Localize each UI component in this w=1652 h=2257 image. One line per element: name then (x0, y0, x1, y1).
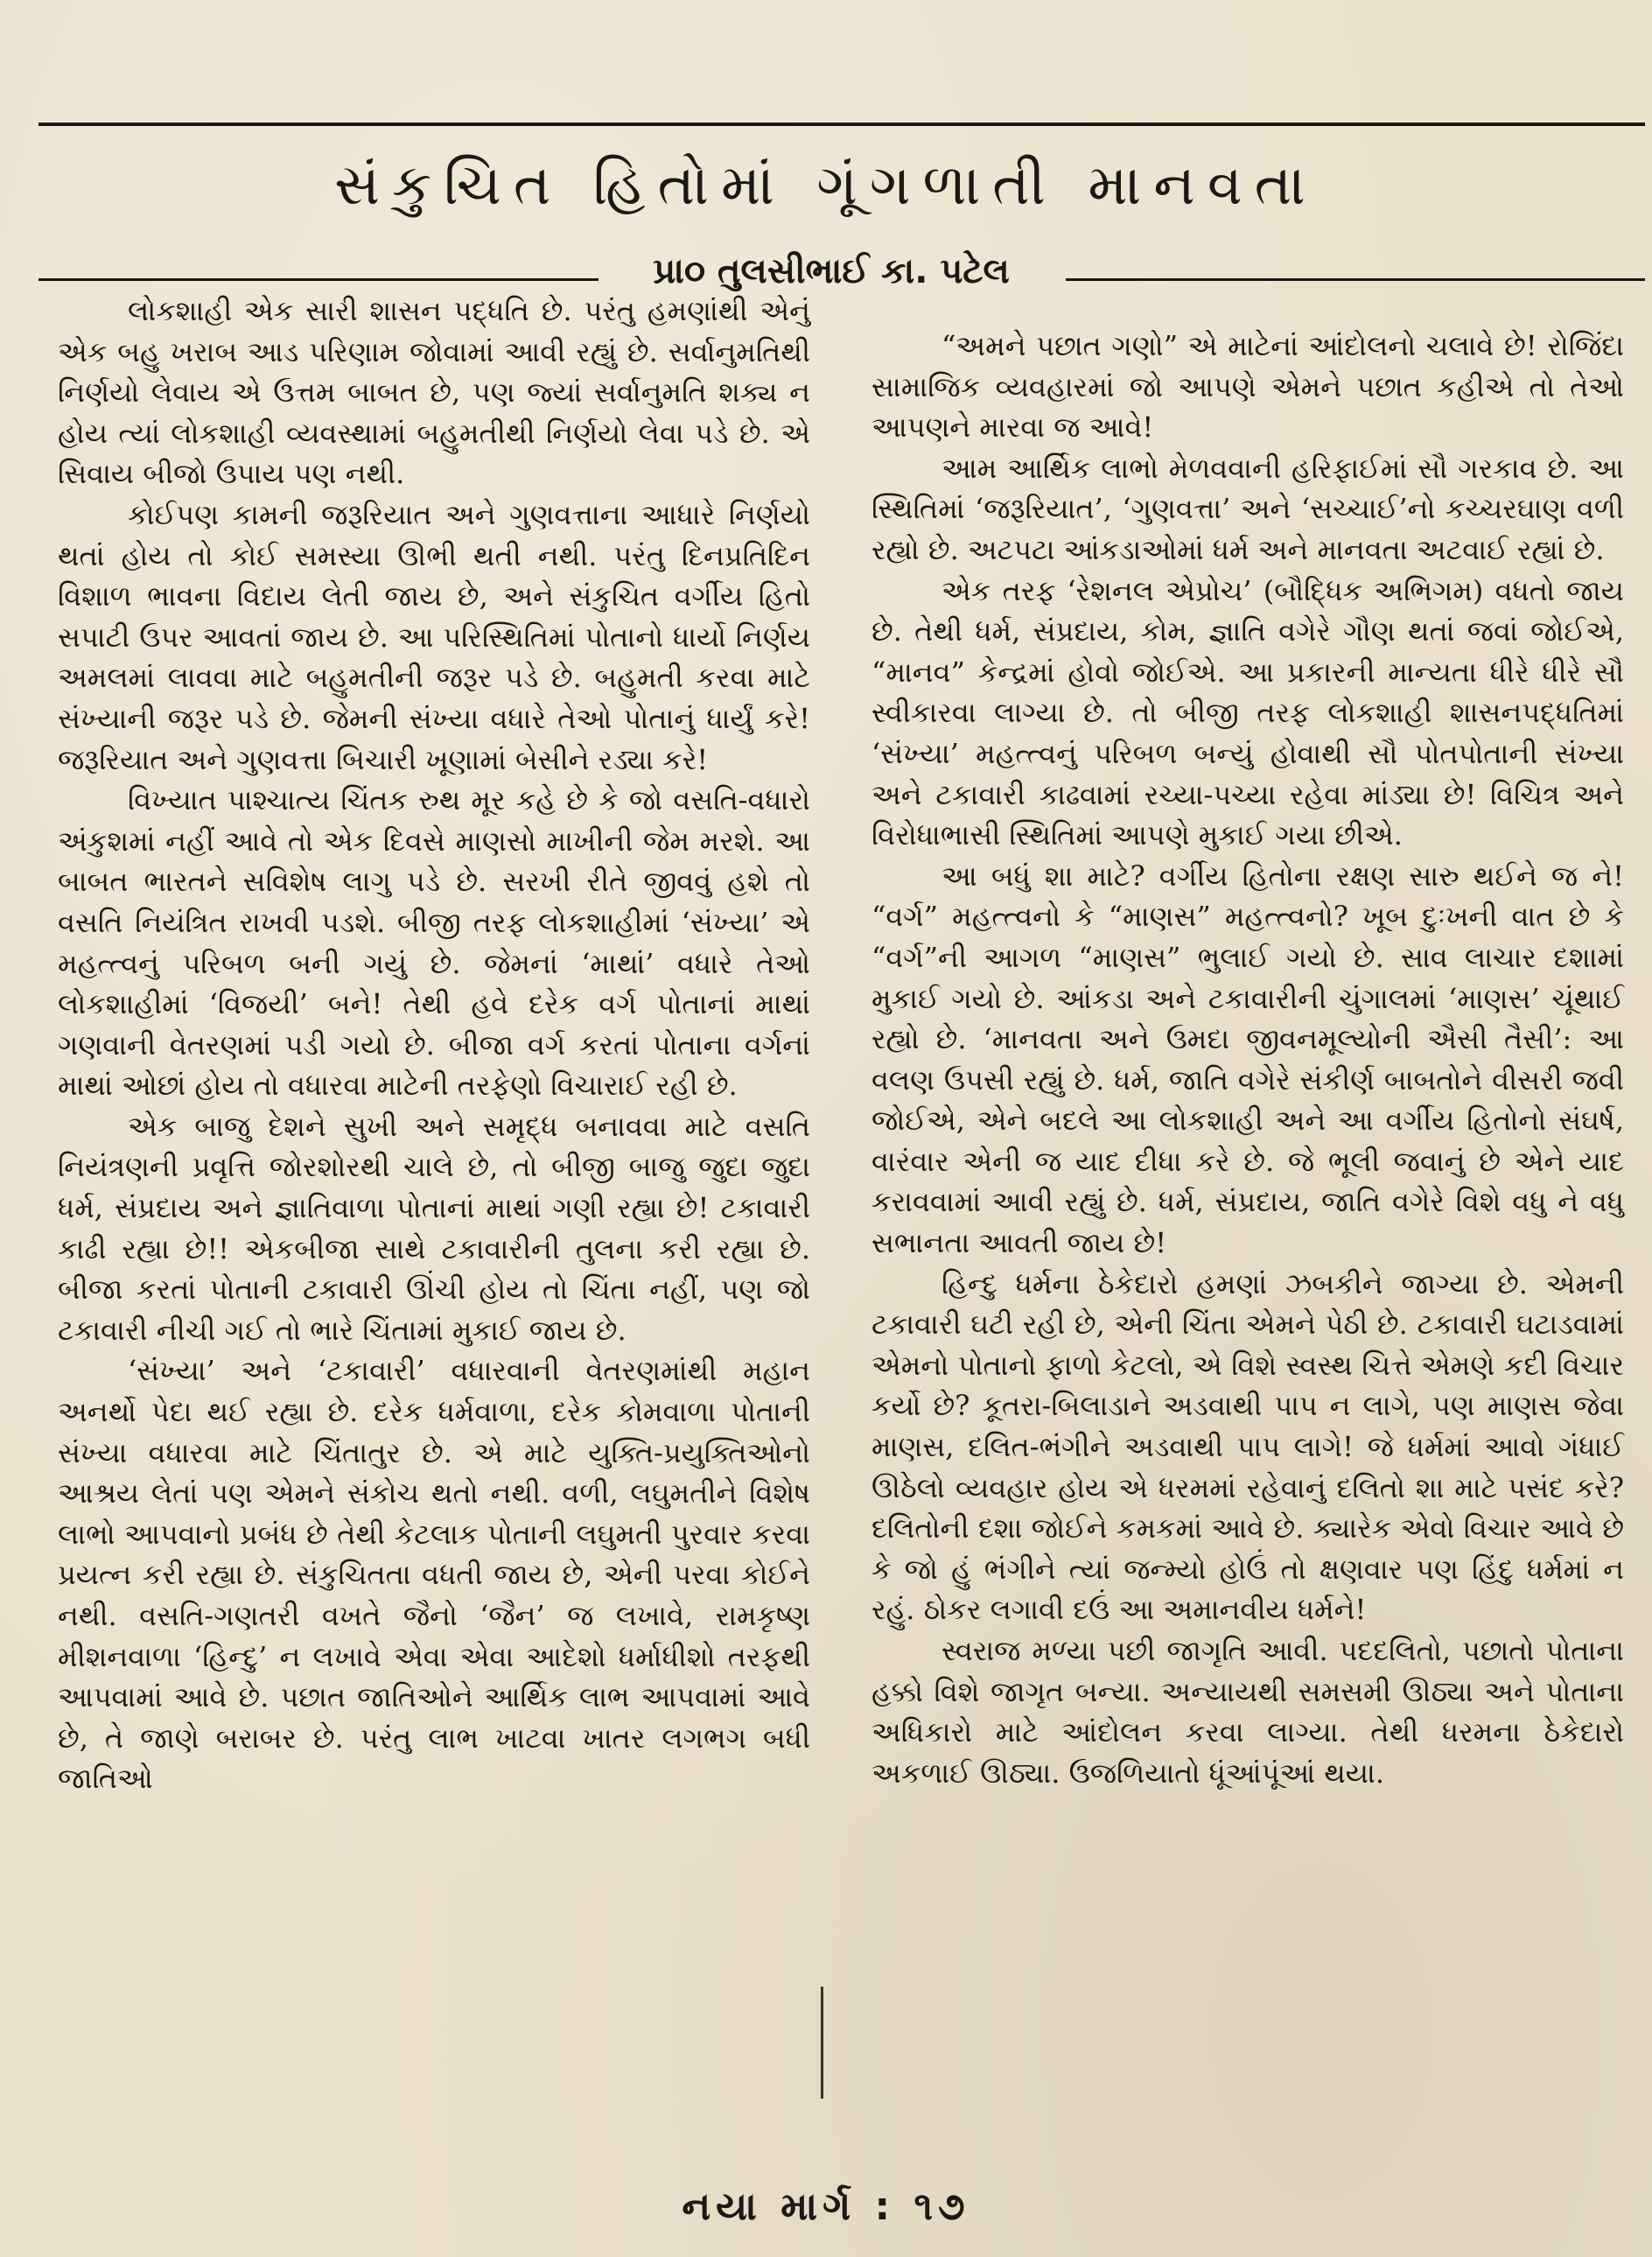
paragraph: સ્વરાજ મળ્યા પછી જાગૃતિ આવી. પદદલિતો, પછાતો પોતાના હક્કો વિશે જાગૃત બન્યા. અન્યાયથી સમસમી ઊઠ્યા અને પોતાના અધિકારો માટે આંદોલન કરવા લાગ્યા. તેથી ધરમના ઠેકેદારો અકળાઈ ઊઠ્યા. ઉજળિયાતો ધૂંઆંપૂંઆં થયા. (872, 1634, 1624, 1790)
author-byline: પ્રા૦ તુલસીભાઈ કા. પટેલ (653, 251, 1010, 291)
paragraph: “અમને પછાત ગણો” એ માટેનાં આંદોલનો ચલાવે છે! રોજિંદા સામાજિક વ્યવહારમાં જો આપણે એમને પછાત કહીએ તો તેઓ આપણને મારવા જ આવે! (872, 329, 1624, 445)
left-column (58, 291, 810, 2102)
paragraph: આમ આર્થિક લાભો મેળવવાની હરિફાઈમાં સૌ ગરકાવ છે. આ સ્થિતિમાં ‘જરૂરિયાત’, ‘ગુણવત્તા’ અને ‘સચ્ચાઈ’નો કચ્ચરઘાણ વળી રહ્યો છે. અટપટા આંકડાઓમાં ધર્મ અને માનવતા અટવાઈ રહ્યાં છે. (872, 451, 1624, 566)
paragraph: લોકશાહી એક સારી શાસન પદ્ધતિ છે. પરંતુ હમણાંથી એનું એક બહુ ખરાબ આડ પરિણામ જોવામાં આવી રહ્યું છે. સર્વાનુમતિથી નિર્ણયો લેવાય એ ઉત્તમ બાબત છે, પણ જ્યાં સર્વાનુમતિ શક્ય ન હોય ત્યાં લોકશાહી વ્યવસ્થામાં બહુમતીથી નિર્ણયો લેવા પડે છે. એ સિવાય બીજો ઉપાય પણ નથી. (58, 294, 810, 491)
page-footer: નયા માર્ગ : ૧૭ (682, 2184, 970, 2229)
paragraph: હિન્દુ ધર્મના ઠેકેદારો હમણાં ઝબકીને જાગ્યા છે. એમની ટકાવારી ઘટી રહી છે, એની ચિંતા એમને પેઠી છે. ટકાવારી ઘટાડવામાં એમનો પોતાનો ફાળો કેટલો, એ વિશે સ્વસ્થ ચિત્તે એમણે કદી વિચાર કર્યો છે? કૂતરા-બિલાડાને અડવાથી પાપ ન લાગે, પણ માણસ જેવા માણસ, દલિત-ભંગીને અડવાથી પાપ લાગે! જે ધર્મમાં આવો ગંધાઈ ઊઠેલો વ્યવહાર હોય એ ધરમમાં રહેવાનું દલિતો શા માટે પસંદ કરે? દલિતોની દશા જોઈને કમકમાં આવે છે. ક્યારેક એવો વિચાર આવે છે કે જો હું ભંગીને ત્યાં જન્મ્યો હોઉં તો ક્ષણવાર પણ હિંદુ ધર્મમાં ન રહું. ઠોકર લગાવી દઉં આ અમાનવીય ધર્મને! (872, 1266, 1624, 1627)
article-title: સંકુચિત હિતોમાં ગૂંગળાતી માનવતા (334, 153, 1318, 218)
top-rule (38, 123, 1645, 126)
byline-rule-left (38, 278, 598, 281)
paragraph: એક બાજુ દેશને સુખી અને સમૃદ્ધ બનાવવા માટે વસતિ નિયંત્રણની પ્રવૃત્તિ જોરશોરથી ચાલે છે, તો બીજી બાજુ જુદા જુદા ધર્મ, સંપ્રદાય અને જ્ઞાતિવાળા પોતાનાં માથાં ગણી રહ્યા છે! ટકાવારી કાઢી રહ્યા છે!! એકબીજા સાથે ટકાવારીની તુલના કરી રહ્યા છે. બીજા કરતાં પોતાની ટકાવારી ઊંચી હોય તો ચિંતા નહીં, પણ જો ટકાવારી નીચી ગઈ તો ભારે ચિંતામાં મુકાઈ જાય છે. (58, 1109, 810, 1347)
right-column (872, 326, 1624, 2137)
column-divider (821, 1987, 823, 2099)
paragraph: ‘સંખ્યા’ અને ‘ટકાવારી’ વધારવાની વેતરણમાંથી મહાન અનર્થો પેદા થઈ રહ્યા છે. દરેક ધર્મવાળા, દરેક કોમવાળા પોતાની સંખ્યા વધારવા માટે ચિંતાતુર છે. એ માટે યુક્તિ-પ્રયુક્તિઓનો આશ્રય લેતાં પણ એમને સંકોચ થતો નથી. વળી, લઘુમતીને વિશેષ લાભો આપવાનો પ્રબંધ છે તેથી કેટલાક પોતાની લઘુમતી પુરવાર કરવા પ્રયત્ન કરી રહ્યા છે. સંકુચિતતા વધતી જાય છે, એની પરવા કોઈને નથી. વસતિ-ગણતરી વખતે જૈનો ‘જૈન’ જ લખાવે, રામકૃષ્ણ મીશનવાળા ‘હિન્દુ’ ન લખાવે એવા એવા આદેશો ધર્માધીશો તરફથી આપવામાં આવે છે. પછાત જાતિઓને આર્થિક લાભ આપવામાં આવે છે, તે જાણે બરાબર છે. પરંતુ લાભ ખાટવા ખાતર લગભગ બધી જાતિઓ (58, 1354, 810, 1796)
paragraph: આ બધું શા માટે? વર્ગીય હિતોના રક્ષણ સારુ થઈને જ ને! “વર્ગ” મહત્ત્વનો કે “માણસ” મહત્ત્વનો? ખૂબ દુઃખની વાત છે કે “વર્ગ”ની આગળ “માણસ” ભુલાઈ ગયો છે. સાવ લાચાર દશામાં મુકાઈ ગયો છે. આંકડા અને ટકાવારીની ચુંગાલમાં ‘માણસ’ ચૂંથાઈ રહ્યો છે. ‘માનવતા અને ઉમદા જીવનમૂલ્યોની ઐસી તૈસી’: આ વલણ ઉપસી રહ્યું છે. ધર્મ, જાતિ વગેરે સંકીર્ણ બાબતોને વીસરી જવી જોઈએ, એને બદલે આ લોકશાહી અને આ વર્ગીય હિતોનો સંઘર્ષ, વારંવાર એની જ યાદ દીધા કરે છે. જે ભૂલી જવાનું છે એને યાદ કરાવવામાં આવી રહ્યું છે. ધર્મ, સંપ્રદાય, જાતિ વગેરે વિશે વધુ ને વધુ સભાનતા આવતી જાય છે! (872, 859, 1624, 1260)
paragraph: કોઈપણ કામની જરૂરિયાત અને ગુણવત્તાના આધારે નિર્ણયો થતાં હોય તો કોઈ સમસ્યા ઊભી થતી નથી. પરંતુ દિનપ્રતિદિન વિશાળ ભાવના વિદાય લેતી જાય છે, અને સંકુચિત વર્ગીય હિતો સપાટી ઉપર આવતાં જાય છે. આ પરિસ્થિતિમાં પોતાનો ધાર્યો નિર્ણય અમલમાં લાવવા માટે બહુમતીની જરૂર પડે છે. બહુમતી કરવા માટે સંખ્યાની જરૂર પડે છે. જેમની સંખ્યા વધારે તેઓ પોતાનું ધાર્યું કરે! જરૂરિયાત અને ગુણવત્તા બિચારી ખૂણામાં બેસીને રડ્યા કરે! (58, 497, 810, 776)
byline-rule-right (1066, 278, 1645, 281)
paragraph: વિખ્યાત પાશ્ચાત્ય ચિંતક રુથ મૂર કહે છે કે જો વસતિ-વધારો અંકુશમાં નહીં આવે તો એક દિવસે માણસો માખીની જેમ મરશે. આ બાબત ભારતને સવિશેષ લાગુ પડે છે. સરખી રીતે જીવવું હશે તો વસતિ નિયંત્રિત રાખવી પડશે. બીજી તરફ લોકશાહીમાં ‘સંખ્યા’ એ મહત્ત્વનું પરિબળ બની ગયું છે. જેમનાં ‘માથાં’ વધારે તેઓ લોકશાહીમાં ‘વિજયી’ બને! તેથી હવે દરેક વર્ગ પોતાનાં માથાં ગણવાની વેતરણમાં પડી ગયો છે. બીજા વર્ગ કરતાં પોતાના વર્ગનાં માથાં ઓછાં હોય તો વધારવા માટેની તરફેણો વિચારાઈ રહી છે. (58, 783, 810, 1103)
paragraph: એક તરફ ‘રેશનલ એપ્રોચ’ (બૌદ્ધિક અભિગમ) વધતો જાય છે. તેથી ધર્મ, સંપ્રદાય, કોમ, જ્ઞાતિ વગેરે ગૌણ થતાં જવાં જોઈએ, “માનવ” કેન્દ્રમાં હોવો જોઈએ. આ પ્રકારની માન્યતા ધીરે ધીરે સૌ સ્વીકારવા લાગ્યા છે. તો બીજી તરફ લોકશાહી શાસનપદ્ધતિમાં ‘સંખ્યા’ મહત્ત્વનું પરિબળ બન્યું હોવાથી સૌ પોતપોતાની સંખ્યા અને ટકાવારી કાઢવામાં રચ્યા-પચ્યા રહેવા માંડ્યા છે! વિચિત્ર અને વિરોધાભાસી સ્થિતિમાં આપણે મુકાઈ ગયા છીએ. (872, 573, 1624, 852)
